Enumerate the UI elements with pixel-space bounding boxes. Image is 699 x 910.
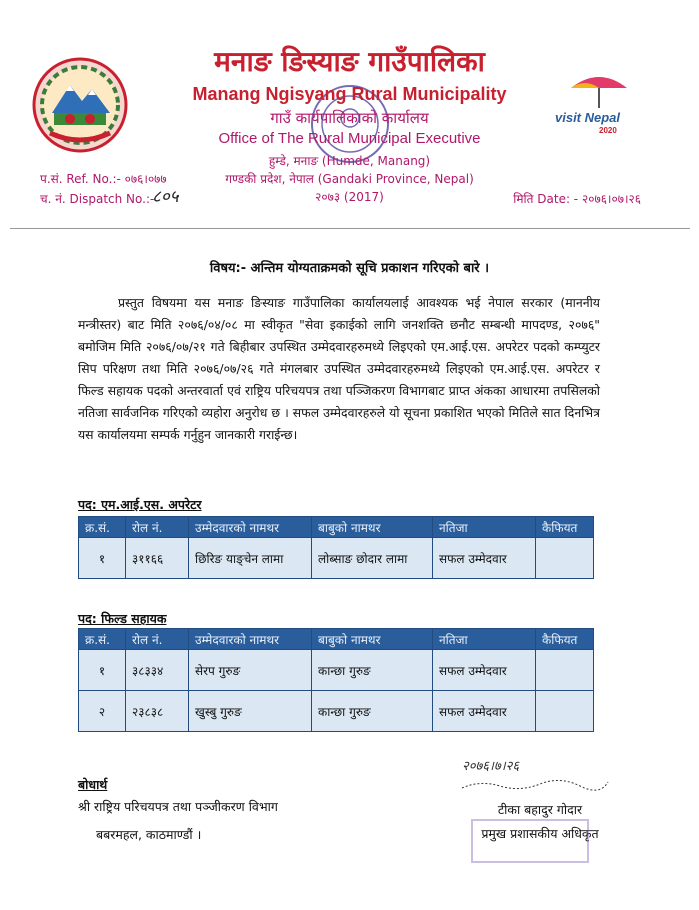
table-header-row: [79, 629, 594, 650]
col-father: बाबुको नामथर: [312, 629, 433, 650]
result-table-mis-operator: [78, 516, 594, 579]
cell-name: छिरिङ याङ्चेन लामा: [189, 538, 312, 579]
post-title-field-assistant: पद: फिल्ड सहायक: [78, 611, 167, 626]
col-sn: क्र.सं.: [79, 517, 126, 538]
address-line-1: हुम्डे, मनाङ (Humde, Manang): [268, 154, 431, 168]
col-result: नतिजा: [433, 629, 536, 650]
cc-heading: बोधार्थ: [78, 777, 108, 792]
col-name: उम्मेदवारको नामथर: [189, 517, 312, 538]
address-line-2: गण्डकी प्रदेश, नेपाल (Gandaki Province, Nepal): [225, 172, 474, 186]
dispatch-number-handwritten: ८०५: [152, 187, 179, 207]
cell-name: सेरप गुरुङ: [189, 650, 312, 691]
notice-body: [78, 292, 600, 446]
cell-remarks: [536, 538, 594, 579]
cell-sn: २: [79, 691, 126, 732]
table-row: [79, 691, 594, 732]
col-roll: रोल नं.: [126, 629, 189, 650]
header-divider: [10, 228, 690, 229]
cell-roll: ३८३३४: [126, 650, 189, 691]
table-row: [79, 538, 594, 579]
letter-date: मिति Date: - २०७६।०७।२६: [513, 192, 641, 206]
signatory-title: प्रमुख प्रशासकीय अधिकृत: [481, 826, 599, 841]
cc-addressee-line-2: बबरमहल, काठमाण्डौं ।: [96, 827, 202, 842]
table-row: [79, 650, 594, 691]
visit-nepal-logo: visit Nepal 2020: [555, 70, 645, 140]
signature-date: २०७६।७।२६: [462, 759, 520, 774]
table-header-row: [79, 517, 594, 538]
cell-sn: १: [79, 538, 126, 579]
cell-remarks: [536, 650, 594, 691]
established-year: २०७३ (2017): [315, 190, 384, 204]
subject-line: विषय:- अन्तिम योग्यताक्रमको सूचि प्रकाशन गरिएको बारे ।: [209, 261, 490, 276]
col-sn: क्र.सं.: [79, 629, 126, 650]
col-father: बाबुको नामथर: [312, 517, 433, 538]
cell-result: सफल उम्मेदवार: [433, 538, 536, 579]
cell-father: कान्छा गुरुङ: [312, 650, 433, 691]
cell-name: खुस्बु गुरुङ: [189, 691, 312, 732]
signature-stamp: [470, 818, 590, 864]
cell-remarks: [536, 691, 594, 732]
body-paragraph: प्रस्तुत विषयमा यस मनाङ ङिस्याङ गाउँपालिका कार्यालयलाई आवश्यक भई नेपाल सरकार (माननीय मन्त्रीस्तर) बाट मिति २०७६/०४/०८ मा स्वीकृत "सेवा इकाईको लागि जनशक्ति छनौट सम्बन्धी मापदण्ड, २०७६" बमोजिम मिति २०७६/०७/२१ गते बिहीबार उपस्थित उम्मेदवारहरुमध्ये लिइएको एम.आई.एस. अपरेटर पदको कम्प्युटर सिप परिक्षण तथा मिति २०७६/०७/२६ गते मंगलबार उपस्थित उम्मेदवारहरुमध्ये लिइएको एम.आई.एस. अपरेटर र फिल्ड सहायक पदको अन्तरवार्ता एवं राष्ट्रिय परिचयपत्र तथा पञ्जिकरण विभागबाट प्राप्त अंकका आधारमा तपसिलको नतिजा सार्वजनिक गरिएको व्यहोरा अनुरोध छ । सफल उम्मेदवारहरुले यो सूचना प्रकाशित भएको मितिले सात दिनभित्र यस कार्यालयमा सम्पर्क गर्नुहुन जानकारी गराईन्छ।: [78, 295, 600, 442]
col-name: उम्मेदवारको नामथर: [189, 629, 312, 650]
col-remarks: कैफियत: [536, 517, 594, 538]
col-roll: रोल नं.: [126, 517, 189, 538]
post-title-mis-operator: पद: एम.आई.एस. अपरेटर: [78, 497, 202, 512]
cell-roll: २३८३८: [126, 691, 189, 732]
ref-number: प.सं. Ref. No.:- ०७६।०७७: [40, 172, 167, 186]
result-table-field-assistant: [78, 628, 594, 732]
municipality-title-np: मनाङ ङिस्याङ गाउँपालिका: [214, 45, 485, 78]
office-title-en: Office of The Rural Municipal Executive: [218, 130, 481, 147]
cell-result: सफल उम्मेदवार: [433, 650, 536, 691]
cell-father: लोब्साङ छोदार लामा: [312, 538, 433, 579]
office-title-np: गाउँ कार्यपालिकाको कार्यालय: [270, 109, 429, 127]
signature-line: [460, 778, 610, 792]
signatory-name: टीका बहादुर गोदार: [497, 802, 583, 817]
cell-result: सफल उम्मेदवार: [433, 691, 536, 732]
cell-roll: ३११६६: [126, 538, 189, 579]
cell-father: कान्छा गुरुङ: [312, 691, 433, 732]
dispatch-number: च. नं. Dispatch No.:-: [40, 192, 155, 206]
col-result: नतिजा: [433, 517, 536, 538]
col-remarks: कैफियत: [536, 629, 594, 650]
cc-addressee-line-1: श्री राष्ट्रिय परिचयपत्र तथा पञ्जीकरण विभाग: [78, 799, 278, 814]
cell-sn: १: [79, 650, 126, 691]
municipality-title-en: Manang Ngisyang Rural Municipality: [192, 84, 507, 104]
